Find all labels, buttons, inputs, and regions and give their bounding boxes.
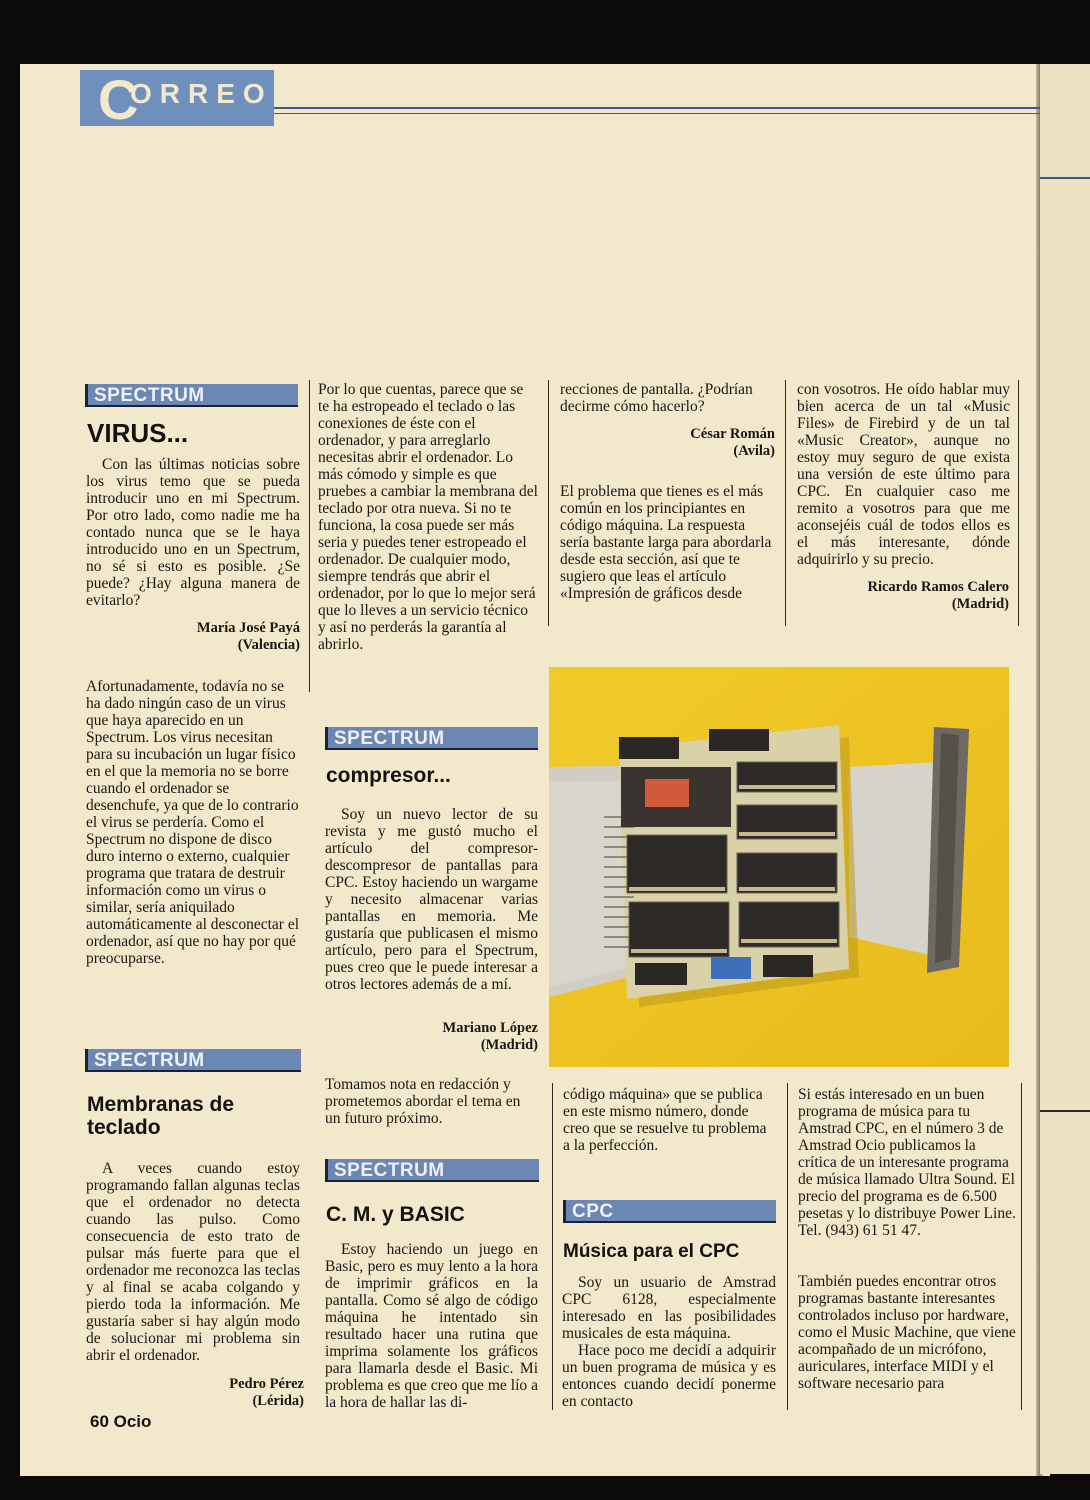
signature-name: Ricardo Ramos Calero xyxy=(867,579,1009,595)
section-tag-spectrum: SPECTRUM xyxy=(325,1159,539,1182)
header-rule xyxy=(274,107,1040,109)
signature-virus xyxy=(86,620,300,654)
section-tag-spectrum: SPECTRUM xyxy=(85,384,298,407)
letter-cm-basic-continued: recciones de pantalla. ¿Podrían decirme cómo hacerlo? xyxy=(560,381,753,415)
column-rule xyxy=(548,380,549,626)
answer-compresor: Tomamos nota en redacción y prometemos abordar el tema en un futuro próximo. xyxy=(325,1076,521,1127)
section-header-title: ORREO xyxy=(130,78,273,109)
answer-cm-basic: El problema que tienes es el más común en los principiantes en código máquina. La respuesta sería bastante larga para abordarla desde esta sección, así que te sugiero que leas el artículo «Impresión de gráficos desde xyxy=(560,483,772,602)
letter-membranas: A veces cuando estoy programando fallan algunas teclas que el ordenador no detecta cuando las pulso. Como consecuencia de esto trato de pulsar más fuerte para que el ordenador me reconozca las teclas y al final se acaba colgando y pierdo toda la información. Me gustaría saber si hay algún modo de solucionar mi problema sin abrir el ordenador. xyxy=(86,1160,300,1364)
letter-title-virus: VIRUS... xyxy=(87,418,189,448)
section-tag-spectrum: SPECTRUM xyxy=(325,727,538,750)
column-rule xyxy=(787,1083,788,1410)
answer-cm-basic-continued: código máquina» que se publica en este mismo número, donde creo que se resuelve tu problema a la perfección. xyxy=(563,1086,767,1154)
column-rule xyxy=(552,1083,553,1410)
answer-musica-part2: También puedes encontrar otros programas bastante interesantes controlados incluso por hardware, como el Music Machine, que viene acompañado de un micrófono, auriculares, interface MIDI y el software necesario para xyxy=(798,1273,1016,1392)
letter-title-compresor: compresor... xyxy=(326,764,451,787)
letter-title-membranas: Membranas de teclado xyxy=(87,1093,235,1139)
signature-place: (Lérida) xyxy=(252,1393,304,1409)
signature-name: María José Payá xyxy=(196,620,300,636)
page-folio: 60 Ocio xyxy=(90,1412,152,1431)
next-page-rule-lower xyxy=(1040,1110,1090,1112)
column-rule xyxy=(1021,1083,1022,1410)
column-rule xyxy=(1018,380,1019,626)
letter-cm-basic: Estoy haciendo un juego en Basic, pero es muy lento a la hora de imprimir gráficos en la pantalla. Como sé algo de código máquina he intentado sin resultado hacer una rutina que imprima solamente los gráficos para llamarla desde el Basic. Mi problema es que creo que me lío a la hora de hallar las di- xyxy=(325,1241,538,1411)
section-header-initial: C xyxy=(98,68,139,131)
letter-musica-part2: Hace poco me decidí a adquirir un buen programa de música y es entonces cuando decidí ponerme en contacto xyxy=(562,1342,776,1410)
next-page-rule xyxy=(1040,177,1090,179)
letter-musica-continued: con vosotros. He oído hablar muy bien acerca de un tal «Music Files» de Firebird y de un tal «Music Creator», aunque no estoy muy seguro de que exista una versión de este último para CPC. En cualquier caso me remito a vosotros para que me aconsejéis cuál de todos ellos es el más interesante, dónde adquirirlo y su precio. xyxy=(797,381,1010,568)
signature-cm-basic xyxy=(560,426,775,460)
letter-virus: Con las últimas noticias sobre los virus temo que se pueda introducir uno en mi Spectrum. Por otro lado, como nadie me ha contado nunca que se le haya introducido uno en un Spectrum, no sé si esto es posible. ¿Se puede? ¿Hay alguna manera de evitarlo? xyxy=(86,456,300,609)
signature-membranas xyxy=(86,1376,304,1410)
signature-name: César Román xyxy=(690,426,775,442)
letter-compresor: Soy un nuevo lector de su revista y me gustó mucho el artículo del compresor-descompresor de pantallas para CPC. Estoy haciendo un wargame y necesito almacenar varias pantallas en memoria. Me gustaría que publicasen el mismo artículo, pero para el Spectrum, pues creo que le puede interesar a otros lectores además de a mí. xyxy=(325,806,538,993)
section-tag-cpc: CPC xyxy=(563,1200,776,1223)
letter-title-musica: Música para el CPC xyxy=(563,1241,740,1262)
signature-name: Pedro Pérez xyxy=(229,1376,304,1392)
signature-name: Mariano López xyxy=(442,1020,538,1036)
section-tag-spectrum: SPECTRUM xyxy=(85,1049,301,1072)
signature-place: (Madrid) xyxy=(951,596,1009,612)
column-rule xyxy=(309,380,310,692)
signature-place: (Madrid) xyxy=(480,1037,538,1053)
signature-compresor xyxy=(325,1020,538,1054)
answer-membranas: Por lo que cuentas, parece que se te ha estropeado el teclado o las conexiones de éste con el ordenador, y para arreglarlo necesitas abrir el ordenador. Lo más cómodo y simple es que pruebes a cambiar la membrana del teclado por otra nueva. Si no te funciona, la cosa puede ser más seria y puedes tener estropeado el ordenador. De cualquier modo, siempre tendrás que abrir el ordenador, por lo que lo mejor será que lo lleves a un servicio técnico y así no perderás la garantía al abrirlo. xyxy=(318,381,538,653)
answer-musica: Si estás interesado en un buen programa de música para tu Amstrad CPC, en el número 3 de Amstrad Ocio publicamos la crítica de un interesante programa de música llamado Ultra Sound. El precio del programa es de 6.500 pesetas y lo distribuye Power Line. Tel. (943) 61 51 47. xyxy=(798,1086,1016,1239)
column-rule xyxy=(785,380,786,626)
next-page-edge xyxy=(1040,64,1090,1474)
header-rule-thin xyxy=(274,113,1040,114)
circuit-board-photo xyxy=(549,667,1009,1067)
letter-title-cm-basic: C. M. y BASIC xyxy=(326,1203,465,1226)
signature-place: (Avila) xyxy=(733,443,775,459)
signature-musica xyxy=(797,579,1009,613)
signature-place: (Valencia) xyxy=(237,637,300,653)
letter-musica: Soy un usuario de Amstrad CPC 6128, especialmente interesado en las posibilidades musicales de esta máquina. xyxy=(562,1274,776,1342)
circuit-board-image xyxy=(549,667,1009,1067)
answer-virus: Afortunadamente, todavía no se ha dado ningún caso de un virus que haya aparecido en un Spectrum. Los virus necesitan para su incubación un lugar físico en el que la memoria no se borre cuando el ordenador se desenchufe, ya que de lo contrario el virus se perdería. Como el Spectrum no dispone de disco duro interno o externo, cualquier programa que tratara de destruir información como un virus o similar, sería aniquilado automáticamente al desconectar el ordenador, así que no hay por qué preocuparse. xyxy=(86,678,300,967)
